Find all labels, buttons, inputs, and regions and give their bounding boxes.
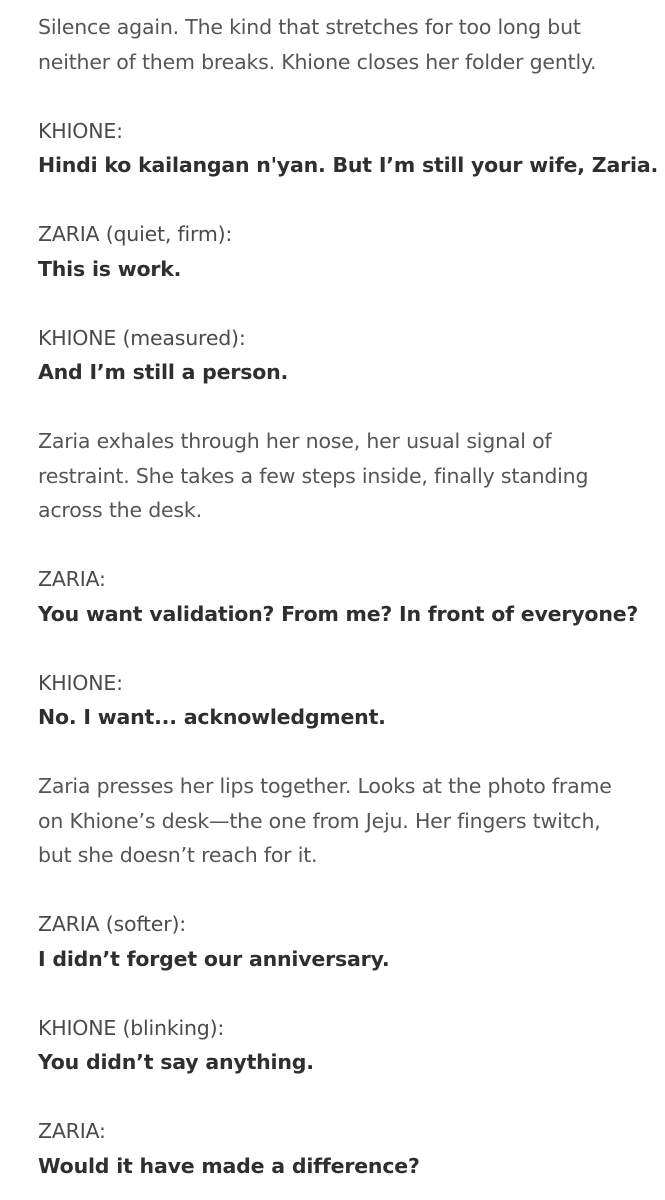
dialogue-block <box>38 217 638 286</box>
speaker-label: ZARIA: <box>38 1119 106 1143</box>
dialogue-block <box>38 666 638 735</box>
dialogue-line: I didn’t forget our anniversary. <box>38 946 390 971</box>
dialogue-block <box>38 1114 638 1183</box>
dialogue-line: This is work. <box>38 256 182 281</box>
speaker-label: KHIONE (blinking): <box>38 1015 225 1040</box>
script-body <box>38 10 659 1183</box>
speaker-label: KHIONE: <box>38 670 123 695</box>
narration-block <box>38 424 638 528</box>
spacer <box>38 631 638 666</box>
speaker-label: ZARIA (quiet, firm): <box>38 222 233 246</box>
narration-line: restraint. She takes a few steps inside, finally standing <box>38 463 589 488</box>
narration-block <box>38 769 638 873</box>
dialogue-line: You want validation? From me? In front of everyone? <box>38 601 639 626</box>
spacer <box>38 735 638 770</box>
speaker-label: ZARIA: <box>38 567 106 591</box>
narration-line: Zaria presses her lips together. Looks at the photo frame <box>38 774 612 798</box>
narration-line: but she doesn’t reach for it. <box>38 843 318 867</box>
speaker-label: KHIONE: <box>38 118 123 143</box>
spacer <box>38 873 638 908</box>
speaker-label: KHIONE (measured): <box>38 325 246 350</box>
dialogue-block <box>38 321 638 390</box>
narration-block <box>38 10 638 79</box>
narration-line: on Khione’s desk—the one from Jeju. Her fingers twitch, <box>38 808 601 833</box>
dialogue-line: Would it have made a difference? <box>38 1153 420 1178</box>
spacer <box>38 79 638 114</box>
narration-line: Silence again. The kind that stretches for too long but <box>38 15 581 39</box>
dialogue-line: Hindi ko kailangan n'yan. But I’m still your wife, Zaria. <box>38 153 659 177</box>
dialogue-line: You didn’t say anything. <box>38 1050 314 1074</box>
narration-line: across the desk. <box>38 498 202 522</box>
dialogue-block <box>38 562 638 631</box>
dialogue-line: And I’m still a person. <box>38 360 289 384</box>
dialogue-block <box>38 114 659 183</box>
dialogue-block <box>38 1011 638 1080</box>
narration-line: neither of them breaks. Khione closes her folder gently. <box>38 49 597 74</box>
dialogue-block <box>38 907 638 976</box>
spacer <box>38 976 638 1011</box>
spacer <box>38 528 638 563</box>
spacer <box>38 286 638 321</box>
dialogue-line: No. I want... acknowledgment. <box>38 705 386 729</box>
spacer <box>38 1080 638 1115</box>
speaker-label: ZARIA (softer): <box>38 912 186 936</box>
spacer <box>38 183 638 218</box>
spacer <box>38 390 638 425</box>
narration-line: Zaria exhales through her nose, her usual signal of <box>38 429 552 453</box>
